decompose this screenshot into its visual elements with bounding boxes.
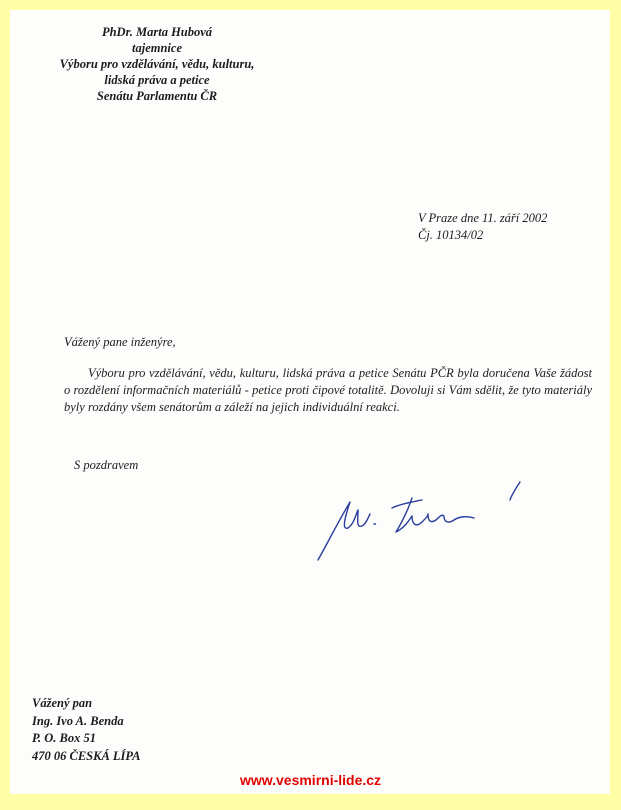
- handwritten-signature: [304, 478, 534, 568]
- sender-committee-cont: lidská práva a petice: [104, 73, 210, 87]
- sender-title: tajemnice: [132, 41, 182, 55]
- website-link[interactable]: www.vesmirni-lide.cz: [239, 772, 382, 788]
- sender-name: PhDr. Marta Hubová: [101, 25, 213, 39]
- salutation: Vážený pane inženýre,: [64, 335, 176, 349]
- date-line: V Praze dne 11. září 2002: [418, 211, 548, 225]
- letter-body: Výboru pro vzdělávání, vědu, kulturu, lidská práva a petice Senátu PČR byla doručena Vaše žádost o rozdělení informačních materiálů - petice proti čipové totalitě. Dovoluji si Vám sdělit, že tyto materiály byly rozdány všem senátorům a záleží na jejich individuální reakci.: [64, 366, 592, 414]
- recipient-block: [32, 695, 140, 765]
- sender-committee: Výboru pro vzdělávání, vědu, kulturu,: [59, 57, 255, 71]
- recipient-salutation: Vážený pan: [32, 696, 93, 710]
- letter-page: [10, 10, 610, 794]
- closing: S pozdravem: [74, 458, 139, 472]
- date-reference-block: [418, 210, 547, 244]
- reference-number: Čj. 10134/02: [418, 228, 484, 242]
- sender-block: [32, 24, 282, 104]
- recipient-city: 470 06 ČESKÁ LÍPA: [32, 748, 141, 763]
- sender-institution: Senátu Parlamentu ČR: [96, 89, 218, 103]
- recipient-po-box: P. O. Box 51: [32, 731, 97, 745]
- recipient-name: Ing. Ivo A. Benda: [32, 713, 124, 728]
